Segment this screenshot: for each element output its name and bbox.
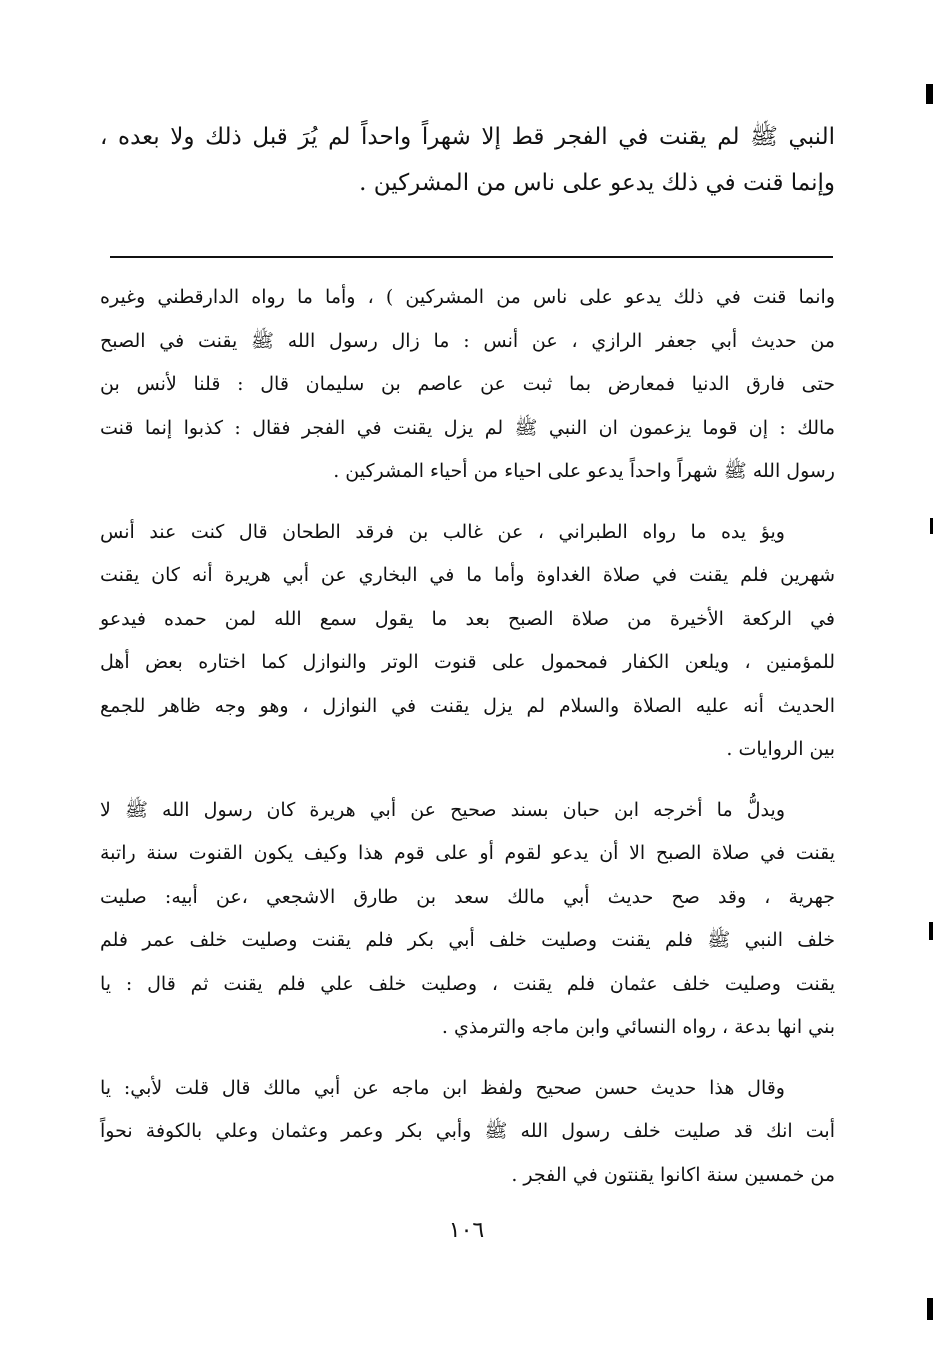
scan-edge-mark: [929, 922, 933, 940]
footnote-paragraph: [100, 511, 835, 772]
footnote-line: حتى فارق الدنيا فمعارض بما ثبت عن عاصم بن سليمان قال : قلنا لأنس بن: [100, 373, 835, 395]
footnote-line: وانما قنت في ذلك يدعو على ناس من المشركين ) ، وأما ما رواه الدارقطني وغيره: [100, 286, 835, 308]
footnote-line: يقنت في صلاة الصبح الا أن يدعو لقوم أو على قوم هذا وكيف يكون القنوت سنة راتبة: [100, 842, 835, 864]
footnote-line: في الركعة الأخيرة من صلاة الصبح بعد ما يقول سمع الله لمن حمده فيدعو: [100, 607, 835, 630]
footnote-line: ويدلُّ ما أخرجه ابن حبان بسند صحيح عن أبي هريرة كان رسول الله ﷺ لا: [100, 798, 785, 821]
scan-edge-mark: [927, 1298, 933, 1320]
footnote-line: الحديث أنه عليه الصلاة والسلام لم يزل يقنت في النوازل ، وهو وجه ظاهر للجمع: [100, 694, 835, 717]
scan-edge-mark: [926, 84, 933, 104]
footnote-line: رسول الله ﷺ شهراً واحداً يدعو على احياء من أحياء المشركين .: [333, 460, 835, 482]
footnote-paragraph: [100, 1067, 835, 1198]
footnote-line: أبت انك قد صليت خلف رسول الله ﷺ وأبي بكر وعمر وعثمان وعلي بالكوفة نحواً: [100, 1120, 835, 1142]
main-text-line: وإنما قنت في ذلك يدعو على ناس من المشركين .: [359, 170, 835, 196]
footnote-line: خلف النبي ﷺ فلم يقنت وصليت خلف أبي بكر فلم يقنت وصليت خلف عمر فلم: [100, 929, 835, 951]
footnote-line: يقنت وصليت خلف عثمان فلم يقنت ، وصليت خلف علي فلم يقنت ثم قال : يا: [100, 972, 835, 995]
footnote-line: ويؤ يده ما رواه الطبراني ، عن غالب بن فرقد الطحان قال كنت عند أنس: [100, 520, 785, 543]
footnote-line: مالك : إن قوما يزعمون ان النبي ﷺ لم يزل يقنت في الفجر فقال : كذبوا إنما قنت: [100, 416, 835, 439]
footnote-line: وقال هذا حديث حسن صحيح ولفظ ابن ماجه عن أبي مالك قال قلت لأبي: يا: [100, 1076, 785, 1099]
footnote-line: من حديث أبي جعفر الرازي ، عن أنس : ما زال رسول الله ﷺ يقنت في الصبح: [100, 329, 835, 352]
footnote-line: بني انها بدعة ، رواه النسائي وابن ماجه والترمذي .: [441, 1016, 835, 1038]
main-text: [100, 114, 835, 206]
footnote-line: بين الروايات .: [726, 738, 835, 760]
footnote-line: شهرين فلم يقنت في صلاة الغداوة وأما ما في البخاري عن أبي هريرة أنه كان يقنت: [100, 564, 835, 586]
footnote-line: من خمسين سنة اكانوا يقنتون في الفجر .: [511, 1163, 835, 1186]
footnotes: [100, 276, 835, 1214]
footnote-separator: [110, 256, 833, 258]
footnote-line: للمؤمنين ، ويلعن الكفار فمحمول على قنوت الوتر والنوازل كما اختاره بعض أهل: [100, 651, 835, 673]
page-number: ١٠٦: [448, 1218, 485, 1243]
footnote-paragraph: [100, 789, 835, 1050]
footnote-line: جهرية ، وقد صح حديث أبي مالك سعد بن طارق الاشجعي ،عن أبيه: صليت: [100, 885, 835, 908]
footnote-paragraph: [100, 276, 835, 494]
main-text-line: النبي ﷺ لم يقنت في الفجر قط إلا شهراً واحداً لم يُرَ قبل ذلك ولا بعده ،: [100, 124, 835, 150]
